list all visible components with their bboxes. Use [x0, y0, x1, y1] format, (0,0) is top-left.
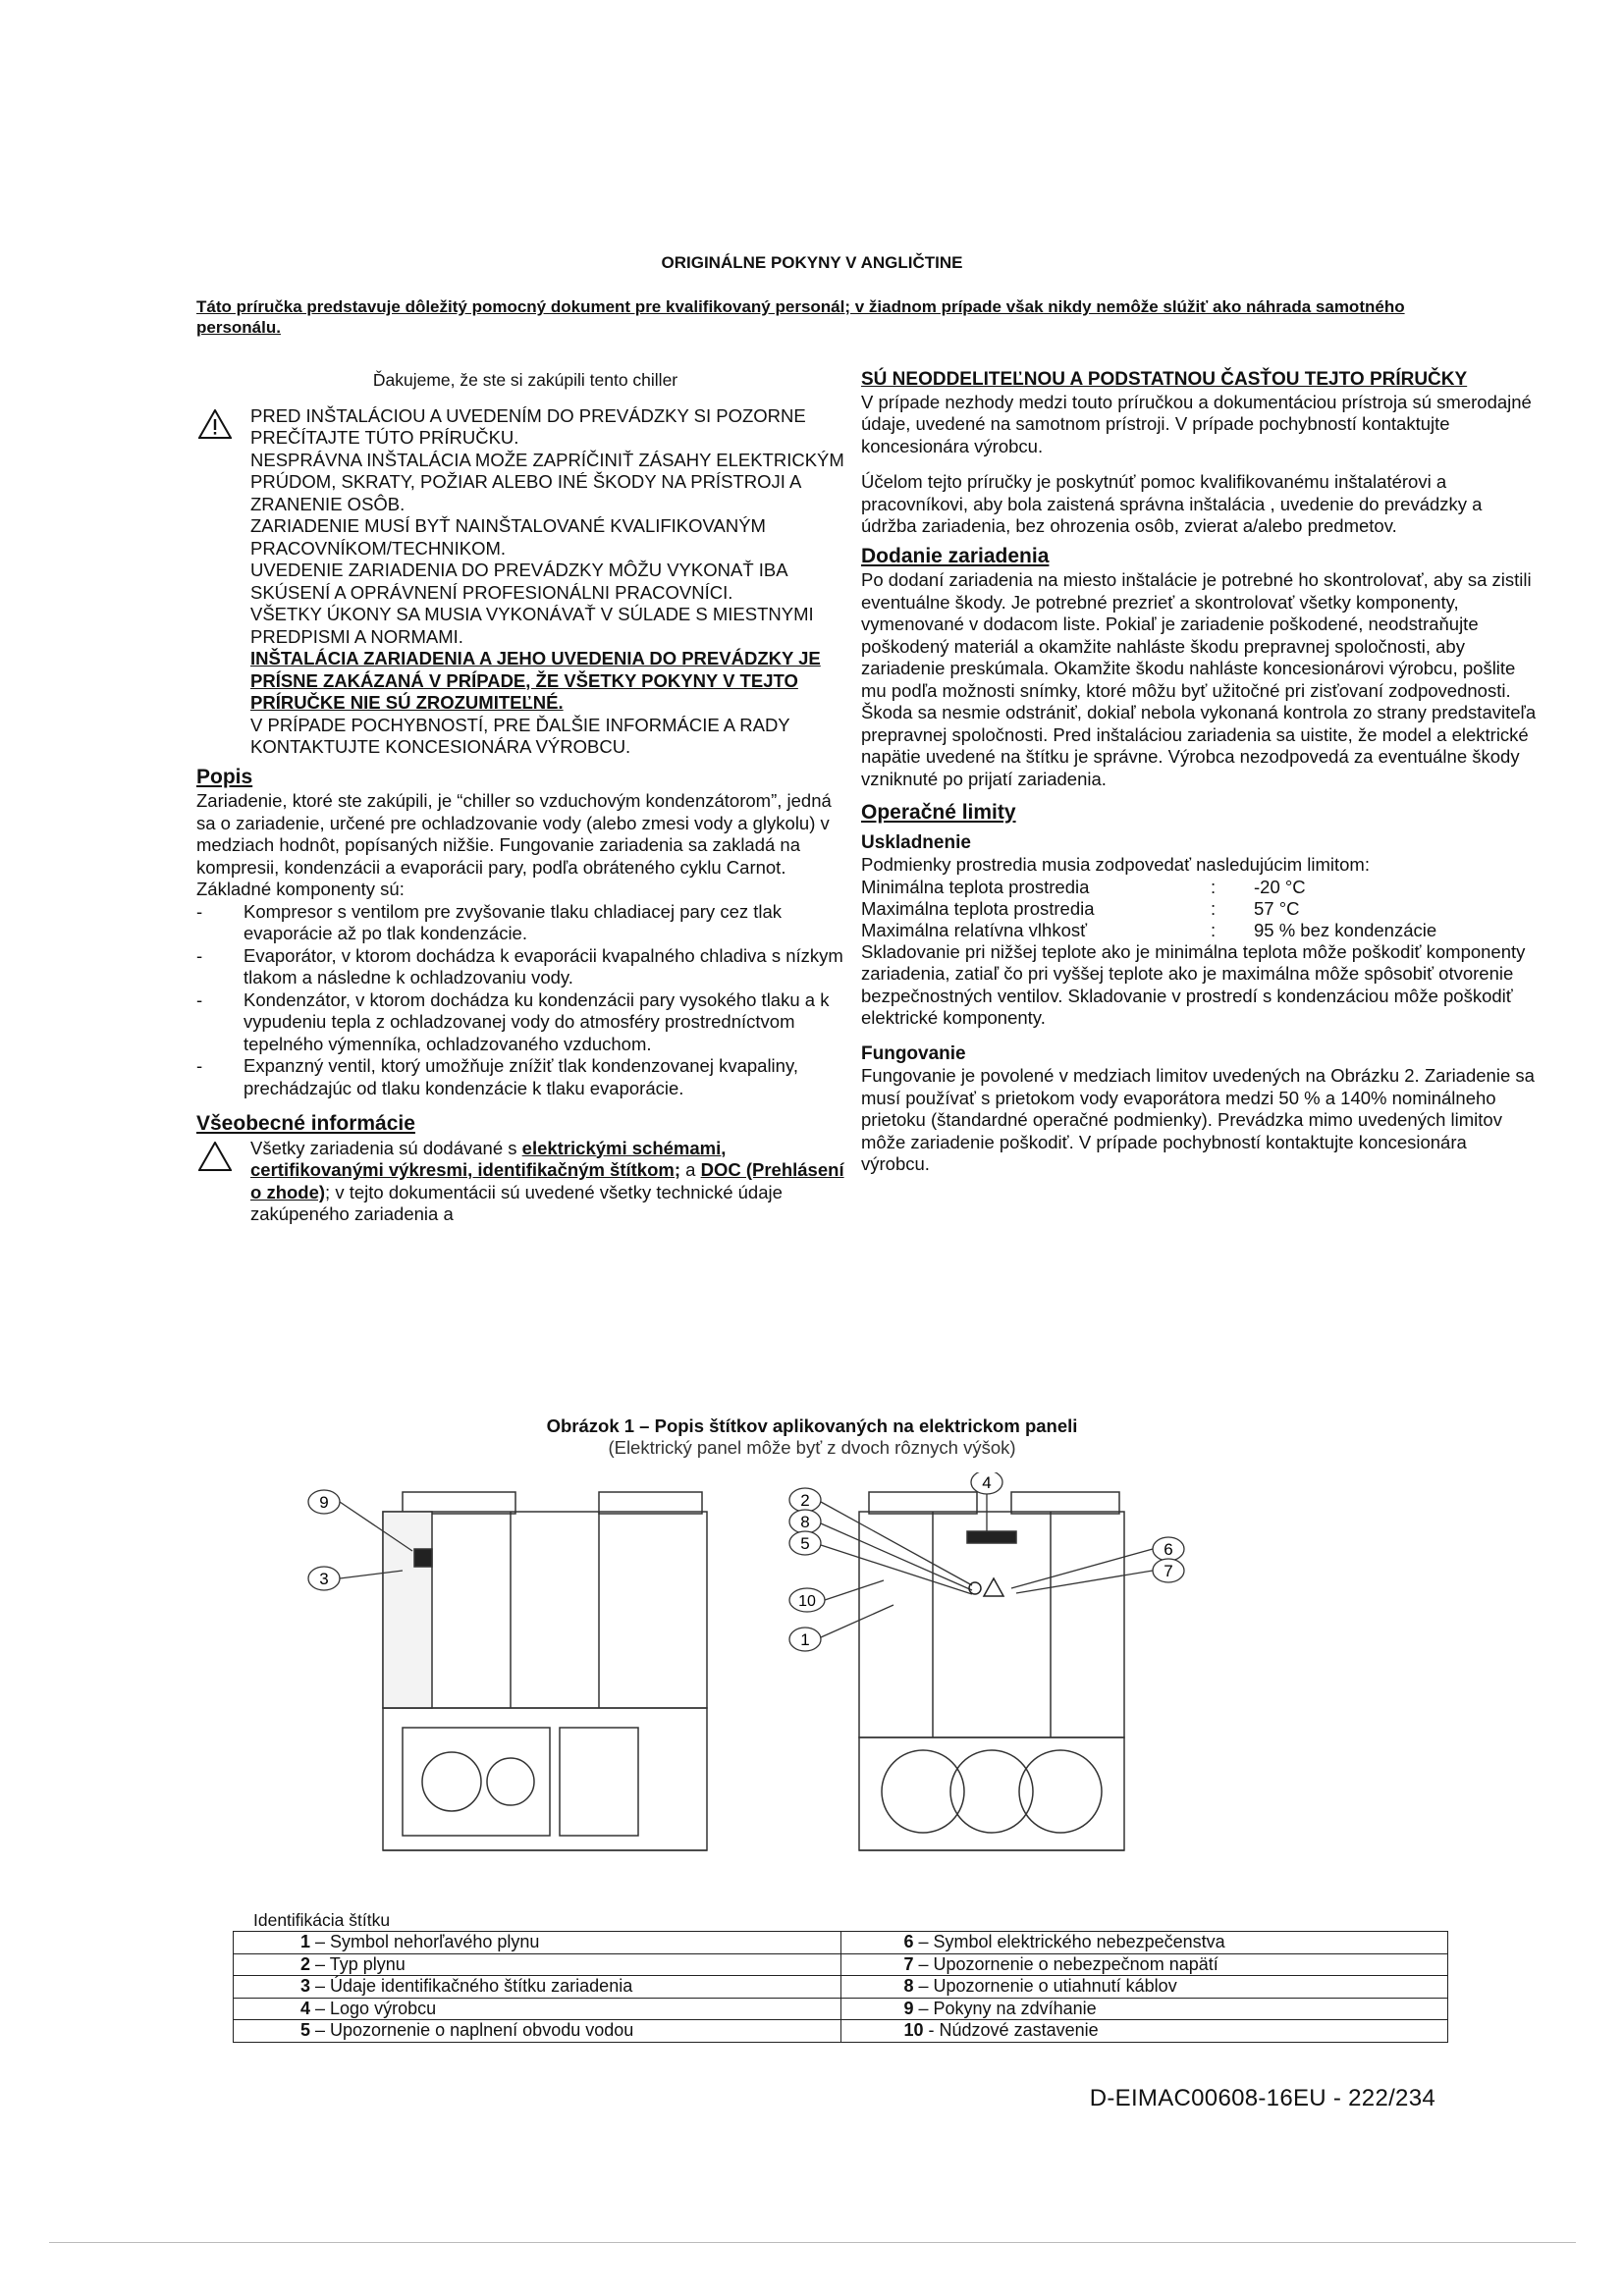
operation-text: Fungovanie je povolené v medziach limitov uvedených na Obrázku 2. Zariadenie sa musí používať s prietokom vody evaporátora medzi 50 % a 140% nominálneho prietoku (štandardné operačné podmienky). Prevádzka mimo uvedených limitov môže zariadenie poškodiť. V prípade pochybností kontaktujte koncesionára výrobcu.	[861, 1065, 1535, 1174]
callout-label: 6	[1164, 1540, 1173, 1559]
limit-sep: :	[1211, 919, 1217, 940]
warning-line-2: NESPRÁVNA INŠTALÁCIA MOŽE ZAPRÍČINIŤ ZÁSAHY ELEKTRICKÝM PRÚDOM, SKRATY, POŽIAR ALEBO INÉ ŠKODY NA PRÍSTROJI A ZRANENIE OSÔB.	[250, 449, 844, 514]
warning-line-1: PRED INŠTALÁCIOU A UVEDENÍM DO PREVÁDZKY SI POZORNE PREČÍTAJTE TÚTO PRÍRUČKU.	[250, 404, 806, 448]
general-info-heading: Všeobecné informácie	[196, 1112, 415, 1135]
limit-value: -20 °C	[1254, 876, 1306, 897]
popis-heading: Popis	[196, 765, 253, 788]
hazard-label-icon	[984, 1578, 1003, 1596]
legend-cell: 6 – Symbol elektrického nebezpečenstva	[840, 1932, 1448, 1954]
legend-cell: 8 – Upozornenie o utiahnutí káblov	[840, 1976, 1448, 1999]
warning-last: V PRÍPADE POCHYBNOSTÍ, PRE ĎALŠIE INFORMÁCIE A RADY KONTAKTUJTE KONCESIONÁRA VÝROBCU.	[250, 714, 790, 757]
legend-cell: 2 – Typ plynu	[234, 1953, 841, 1976]
limits-heading: Operačné limity	[861, 801, 1016, 824]
warning-triangle-icon	[198, 409, 232, 439]
chiller-drawings	[304, 1472, 1286, 1865]
storage-intro: Podmienky prostredia musia zodpovedať nasledujúcim limitom:	[861, 854, 1370, 875]
popis-item-expansion-valve: - Expanzný ventil, ktorý umožňuje znížiť tlak kondenzovanej kvapaliny, prechádzajúc od tlaku kondenzácie k tlaku evaporácie.	[196, 1055, 854, 1099]
callout-label: 10	[798, 1593, 816, 1610]
limit-label: Maximálna relatívna vlhkosť	[861, 919, 1088, 940]
table-row	[234, 2020, 1448, 2043]
operation-heading: Fungovanie	[861, 1042, 966, 1064]
legend-cell: 7 – Upozornenie o nebezpečnom napätí	[840, 1953, 1448, 1976]
popis-item-evaporator: - Evaporátor, v ktorom dochádza k evaporácii kvapalného chladiva s nízkym tlakom a následne k ochladzovaniu vody.	[196, 945, 854, 989]
page-footer: D-EIMAC00608-16EU - 222/234	[1089, 2085, 1435, 2111]
callout-label: 8	[800, 1513, 810, 1531]
general-info-pre: Všetky zariadenia sú dodávané s	[250, 1137, 522, 1158]
legend-cell: 3 – Údaje identifikačného štítku zariadenia	[234, 1976, 841, 1999]
general-info-docs: elektrickými schémami, certifikovanými výkresmi, identifikačným štítkom;	[250, 1137, 727, 1180]
intro-notice: Táto príručka predstavuje dôležitý pomocný dokument pre kvalifikovaný personál; v žiadnom prípade však nikdy nemôže slúžiť ako náhrada samotného personálu.	[196, 297, 1405, 337]
delivery-text: Po dodaní zariadenia na miesto inštalácie je potrebné ho skontrolovať, aby sa zistili eventuálne škody. Je potrebné prezrieť a skontrolovať všetky komponenty, vymenované v dodacom liste. Pokiaľ je zariadenie poškodené, neodstraňujte poškodený materiál a okamžite nahláste škodu prepravnej spoločnosti, aby zariadenie preskúmala. Okamžite škodu nahláste koncesionárovi výrobcu, pošlite mu podľa možnosti snímky, ktoré môžu byť užitočné pri zisťovaní zodpovednosti. Škoda sa nesmie odstrániť, dokiaľ nebola vykonaná kontrola zo strany predstaviteľa prepravnej spoločnosti. Pred inštaláciou zariadenia sa uistite, že model a elektrické napätie uvedené na štítku je správne. Výrobca nezodpovedá za eventuálne škody vzniknuté po prijatí zariadenia.	[861, 569, 1537, 789]
chiller-front-view	[859, 1492, 1124, 1850]
legend-cell: 1 – Symbol nehorľavého plynu	[234, 1932, 841, 1954]
callout-label: 2	[800, 1491, 810, 1510]
legend-cell: 5 – Upozornenie o naplnení obvodu vodou	[234, 2020, 841, 2043]
limit-row	[861, 898, 1442, 920]
callout-label: 1	[800, 1630, 810, 1649]
storage-heading: Uskladnenie	[861, 831, 971, 853]
label-circle-icon	[969, 1582, 981, 1594]
popis-text: Zariadenie, ktoré ste zakúpili, je “chiller so vzduchovým kondenzátorom”, jedná sa o zariadenie, určené pre ochladzovanie vody (alebo zmesi vody a glykolu) v medziach hodnôt, popísaných nižšie. Fungovanie zariadenia sa zakladá na kompresii, kondenzácii a evaporácii pary, podľa obráteného cyklu Carnot. Základné komponenty sú:	[196, 790, 832, 899]
warning-triangle-icon	[198, 1142, 232, 1171]
limit-value: 95 % bez kondenzácie	[1254, 919, 1437, 940]
limit-label: Maximálna teplota prostredia	[861, 897, 1095, 919]
table-row	[234, 1976, 1448, 1999]
warning-line-3: ZARIADENIE MUSÍ BYŤ NAINŠTALOVANÉ KVALIFIKOVANÝM PRACOVNÍKOM/TECHNIKOM.	[250, 515, 766, 559]
chiller-side-view	[383, 1492, 707, 1850]
bottom-divider	[49, 2242, 1576, 2243]
limit-sep: :	[1211, 876, 1217, 897]
figure-subtitle: (Elektrický panel môže byť z dvoch rôznych výšok)	[608, 1437, 1016, 1458]
figure-title: Obrázok 1 – Popis štítkov aplikovaných na elektrickom paneli	[546, 1415, 1078, 1436]
warning-line-4: UVEDENIE ZARIADENIA DO PREVÁDZKY MÔŽU VYKONAŤ IBA SKÚSENÍ A OPRÁVNENÍ PROFESIONÁLNI PRACOVNÍCI.	[250, 560, 787, 603]
popis-item-condenser: - Kondenzátor, v ktorom dochádza ku kondenzácii pary vysokého tlaku a k vypudeniu tepla z ochladzovanej vody do atmosféry prostredníctvom tepelného výmenníka, ochladzovaného vzduchom.	[196, 989, 854, 1056]
popis-item-compressor: - Kompresor s ventilom pre zvyšovanie tlaku chladiacej pary cez tlak evaporácie až po tlak kondenzácie.	[196, 901, 854, 945]
delivery-heading: Dodanie zariadenia	[861, 544, 1050, 567]
callout-label: 4	[982, 1473, 992, 1492]
right-heading: SÚ NEODDELITEĽNOU A PODSTATNOU ČASŤOU TEJTO PRÍRUČKY	[861, 369, 1468, 390]
legend-cell: 10 - Núdzové zastavenie	[840, 2020, 1448, 2043]
right-paragraph-1: V prípade nezhody medzi touto príručkou a dokumentáciou prístroja sú smerodajné údaje, uvedené na samotnom prístroji. V prípade pochybností kontaktujte koncesionára výrobcu.	[861, 391, 1532, 456]
left-column	[196, 369, 854, 1226]
legend-caption: Identifikácia štítku	[253, 1910, 391, 1930]
document-title: ORIGINÁLNE POKYNY V ANGLIČTINE	[661, 253, 963, 272]
callout-label: 3	[319, 1570, 329, 1588]
general-info-doc-link: DOC (Prehlásení o zhode)	[250, 1159, 844, 1202]
limit-row	[861, 877, 1442, 898]
warning-bold: INŠTALÁCIA ZARIADENIA A JEHO UVEDENIA DO PREVÁDZKY JE PRÍSNE ZAKÁZANÁ V PRÍPADE, ŽE VŠETKY POKYNY V TEJTO PRÍRUČKE NIE SÚ ZROZUMITEĽNÉ.	[250, 648, 821, 713]
right-paragraph-2: Účelom tejto príručky je poskytnúť pomoc kvalifikovanému inštalatérovi a pracovníkovi, aby bola zaistená správna inštalácia , uvedenie do prevádzky a údržba zariadenia, bez ohrozenia osôb, zvierat a/alebo predmetov.	[861, 471, 1483, 536]
limit-value: 57 °C	[1254, 897, 1300, 919]
table-row	[234, 1998, 1448, 2020]
storage-limits	[861, 877, 1442, 941]
legend-table	[233, 1931, 1448, 2043]
limit-row	[861, 920, 1442, 941]
table-row	[234, 1932, 1448, 1954]
callout-label: 5	[800, 1534, 810, 1553]
general-info-post: ; v tejto dokumentácii sú uvedené všetky technické údaje zakúpeného zariadenia a	[250, 1181, 783, 1224]
legend-cell: 9 – Pokyny na zdvíhanie	[840, 1998, 1448, 2020]
callout-label: 7	[1164, 1562, 1173, 1580]
general-info-block	[196, 1138, 854, 1226]
storage-text: Skladovanie pri nižšej teplote ako je minimálna teplota môže poškodiť komponenty zariadenia, zatiaľ čo pri vyššej teplote ako je maximálna môže spôsobiť otvorenie bezpečnostných ventilov. Skladovanie v prostredí s kondenzáciou môže poškodiť elektrické komponenty.	[861, 940, 1526, 1028]
thanks-line: Ďakujeme, že ste si zakúpili tento chiller	[372, 370, 678, 390]
general-info-mid: a	[680, 1159, 701, 1180]
limit-sep: :	[1211, 897, 1217, 919]
right-column	[861, 369, 1539, 1184]
limit-label: Minimálna teplota prostredia	[861, 876, 1090, 897]
legend-cell: 4 – Logo výrobcu	[234, 1998, 841, 2020]
warning-block	[196, 405, 854, 759]
table-row	[234, 1953, 1448, 1976]
warning-line-5: VŠETKY ÚKONY SA MUSIA VYKONÁVAŤ V SÚLADE S MIESTNYMI PREDPISMI A NORMAMI.	[250, 604, 814, 647]
callout-label: 9	[319, 1493, 329, 1512]
